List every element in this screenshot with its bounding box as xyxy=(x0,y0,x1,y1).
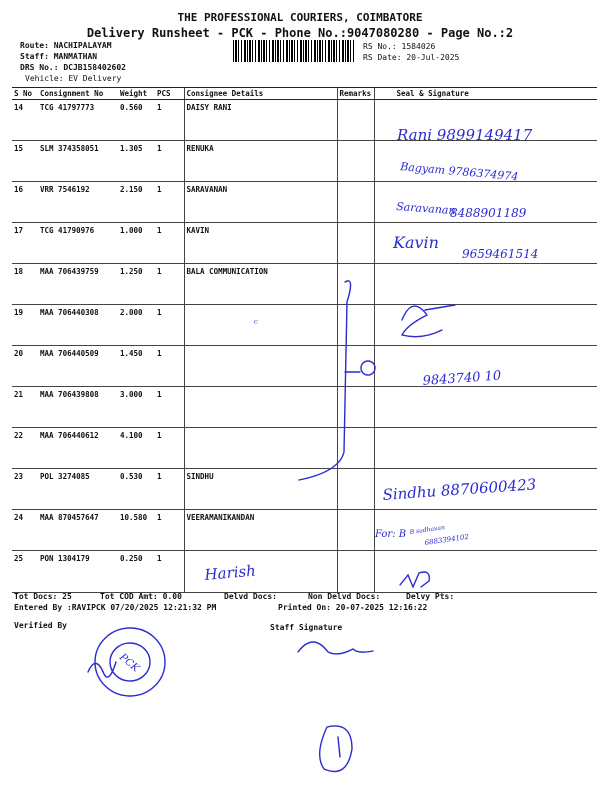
scribble-mark xyxy=(320,726,352,772)
cell-cno: MAA 706440308 xyxy=(38,305,118,346)
signature-row-24-for: For: B xyxy=(375,529,407,540)
cell-consignee: SINDHU xyxy=(184,469,337,510)
cell-pcs: 1 xyxy=(155,551,184,593)
cell-cno: MAA 870457647 xyxy=(38,510,118,551)
cell-consignee: VEERAMANIKANDAN xyxy=(184,510,337,551)
cell-cno: TCG 41790976 xyxy=(38,223,118,264)
cell-pcs: 1 xyxy=(155,305,184,346)
cell-pcs: 1 xyxy=(155,469,184,510)
entered-by: Entered By :RAVIPCK 07/20/2025 12:21:32 PM xyxy=(14,603,217,612)
cell-weight: 4.100 xyxy=(118,428,155,469)
cell-sno: 20 xyxy=(12,346,38,387)
cell-weight: 0.530 xyxy=(118,469,155,510)
signature-row-19 xyxy=(402,306,442,337)
staff-value: MANMATHAN xyxy=(53,52,98,61)
signature-row-23: Sindhu 8870600423 xyxy=(382,475,537,504)
col-consignment: Consignment No xyxy=(38,88,118,100)
route-value: NACHIPALAYAM xyxy=(53,41,112,50)
non-delvd-docs: Non Delvd Docs: xyxy=(308,592,381,601)
cell-cno: TCG 41797773 xyxy=(38,100,118,141)
cell-sno: 16 xyxy=(12,182,38,223)
cell-pcs: 1 xyxy=(155,346,184,387)
rs-no-value: 1584026 xyxy=(401,42,436,51)
col-weight: Weight xyxy=(118,88,155,100)
cell-weight: 1.450 xyxy=(118,346,155,387)
signature-row-16-name: Saravanan xyxy=(395,200,456,218)
cell-weight: 2.000 xyxy=(118,305,155,346)
cell-sno: 14 xyxy=(12,100,38,141)
company-title: THE PROFESSIONAL COURIERS, COIMBATORE xyxy=(177,11,423,24)
cell-sno: 23 xyxy=(12,469,38,510)
signature-row-20: 9843740 10 xyxy=(422,368,502,389)
cell-pcs: 1 xyxy=(155,387,184,428)
cell-consignee: SARAVANAN xyxy=(184,182,337,223)
cell-sno: 19 xyxy=(12,305,38,346)
cell-pcs: 1 xyxy=(155,223,184,264)
runsheet-title: Delivery Runsheet - PCK - Phone No.:9047080280 - Page No.:2 xyxy=(86,26,514,40)
cell-pcs: 1 xyxy=(155,264,184,305)
staff-label: Staff: xyxy=(20,52,49,61)
delvd-docs: Delvd Docs: xyxy=(224,592,277,601)
col-consignee: Consignee Details xyxy=(184,88,337,100)
cell-pcs: 1 xyxy=(155,510,184,551)
col-sno: S No xyxy=(12,88,38,100)
signature-row-15: Bagyam 9786374974 xyxy=(399,160,519,184)
printed-on: Printed On: 20-07-2025 12:16:22 xyxy=(278,603,428,612)
cell-consignee: KAVIN xyxy=(184,223,337,264)
cell-cno: MAA 706440612 xyxy=(38,428,118,469)
cell-weight: 1.000 xyxy=(118,223,155,264)
signature-row-17-name: Kavin xyxy=(393,233,439,252)
tot-cod-amt: Tot COD Amt: 0.00 xyxy=(100,592,182,601)
cell-pcs: 1 xyxy=(155,428,184,469)
delvy-pts: Delvy Pts: xyxy=(406,592,455,601)
cell-cno: PON 1304179 xyxy=(38,551,118,593)
signature-row-24-name: B sudhavan xyxy=(409,524,446,536)
cell-cno: VRR 7546192 xyxy=(38,182,118,223)
cell-cno: SLM 374358051 xyxy=(38,141,118,182)
cell-weight: 1.305 xyxy=(118,141,155,182)
cell-consignee: DAISY RANI xyxy=(184,100,337,141)
cell-sno: 18 xyxy=(12,264,38,305)
cell-weight: 10.580 xyxy=(118,510,155,551)
col-seal: Seal & Signature xyxy=(374,88,597,100)
col-remarks: Remarks xyxy=(337,88,374,100)
cell-sno: 22 xyxy=(12,428,38,469)
cell-cno: POL 3274085 xyxy=(38,469,118,510)
signature-row-19-stroke xyxy=(425,305,455,310)
verified-by: Verified By xyxy=(14,621,67,630)
cell-weight: 0.560 xyxy=(118,100,155,141)
signature-row-14: Rani 9899149417 xyxy=(397,126,533,144)
cell-sno: 24 xyxy=(12,510,38,551)
drs-value: DCJB158402602 xyxy=(63,63,126,72)
cell-cno: MAA 706440509 xyxy=(38,346,118,387)
drs-label: DRS No.: xyxy=(20,63,59,72)
cell-cno: MAA 706439759 xyxy=(38,264,118,305)
vehicle-label: Vehicle: xyxy=(25,74,64,83)
cell-pcs: 1 xyxy=(155,182,184,223)
vehicle-value: EV Delivery xyxy=(68,74,122,83)
stamp-text: PCK xyxy=(117,651,141,675)
cell-consignee: RENUKA xyxy=(184,141,337,182)
signature-row-24-phone: 6883394102 xyxy=(424,532,470,547)
bracket-stroke xyxy=(299,281,351,480)
col-pcs: PCS xyxy=(155,88,184,100)
cell-sno: 21 xyxy=(12,387,38,428)
tot-docs: Tot Docs: 25 xyxy=(14,592,72,601)
scribble-line xyxy=(338,737,340,757)
signature-row-16-phone: 8488901189 xyxy=(450,206,527,220)
route-label: Route: xyxy=(20,41,49,50)
cell-weight: 0.250 xyxy=(118,551,155,593)
rs-date-value: 20-Jul-2025 xyxy=(406,53,460,62)
cell-cno: MAA 706439808 xyxy=(38,387,118,428)
staff-signature xyxy=(298,642,373,654)
cell-weight: 3.000 xyxy=(118,387,155,428)
cell-consignee: BALA COMMUNICATION xyxy=(184,264,337,305)
cell-sno: 17 xyxy=(12,223,38,264)
signature-row-17-phone: 9659461514 xyxy=(462,247,539,261)
cell-weight: 1.250 xyxy=(118,264,155,305)
staff-signature-label: Staff Signature xyxy=(270,623,343,632)
rs-date-label: RS Date: xyxy=(363,53,402,62)
cell-pcs: 1 xyxy=(155,100,184,141)
cell-sno: 25 xyxy=(12,551,38,593)
rs-no-label: RS No.: xyxy=(363,42,397,51)
signature-row-25-name: Harish xyxy=(203,561,257,584)
bracket-circle xyxy=(361,361,375,375)
signature-row-25 xyxy=(400,572,429,587)
cell-pcs: 1 xyxy=(155,141,184,182)
cell-weight: 2.150 xyxy=(118,182,155,223)
mark-row-19: ᶜ xyxy=(254,317,258,330)
cell-sno: 15 xyxy=(12,141,38,182)
